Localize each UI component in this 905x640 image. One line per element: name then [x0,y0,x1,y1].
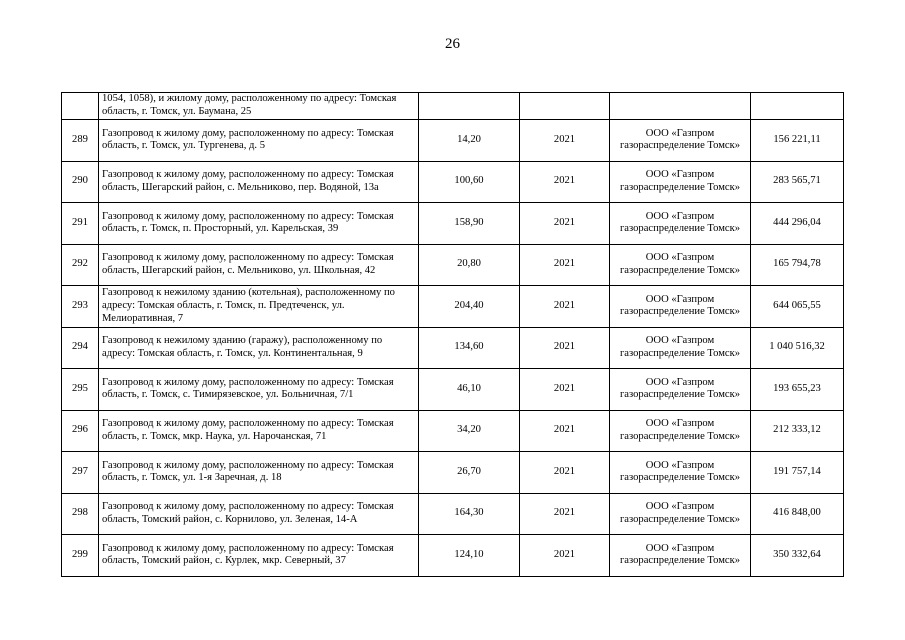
organization-cell: ООО «Газпром газораспределение Томск» [610,161,751,203]
length-cell: 14,20 [419,120,520,162]
description-cell: 1054, 1058), и жилому дому, расположенному по адресу: Томская область, г. Томск, ул. Баумана, 25 [99,93,419,120]
year-cell: 2021 [520,369,610,411]
table-row [62,493,844,535]
row-number-cell: 291 [62,203,99,245]
table-row [62,93,844,120]
description-cell: Газопровод к жилому дому, расположенному по адресу: Томская область, г. Томск, мкр. Наука, ул. Нарочанская, 71 [99,410,419,452]
cost-cell: 1 040 516,32 [751,327,844,369]
length-cell: 134,60 [419,327,520,369]
cost-cell: 193 655,23 [751,369,844,411]
length-cell: 100,60 [419,161,520,203]
description-cell: Газопровод к нежилому зданию (гаражу), расположенному по адресу: Томская область, г. Томск, ул. Континентальная, 9 [99,327,419,369]
table-row [62,452,844,494]
organization-cell: ООО «Газпром газораспределение Томск» [610,286,751,328]
length-cell: 20,80 [419,244,520,286]
cost-cell: 283 565,71 [751,161,844,203]
table-row [62,244,844,286]
length-cell: 26,70 [419,452,520,494]
organization-cell: ООО «Газпром газораспределение Томск» [610,493,751,535]
table-row [62,327,844,369]
length-cell: 164,30 [419,493,520,535]
year-cell: 2021 [520,203,610,245]
description-cell: Газопровод к жилому дому, расположенному по адресу: Томская область, г. Томск, ул. 1-я Заречная, д. 18 [99,452,419,494]
year-cell: 2021 [520,327,610,369]
row-number-cell: 296 [62,410,99,452]
gas-pipeline-table [61,92,844,577]
table-body [62,93,844,577]
row-number-cell: 297 [62,452,99,494]
length-cell: 124,10 [419,535,520,577]
year-cell [520,93,610,120]
description-cell: Газопровод к жилому дому, расположенному по адресу: Томская область, Шегарский район, с. Мельниково, пер. Водяной, 13а [99,161,419,203]
row-number-cell: 289 [62,120,99,162]
cost-cell [751,93,844,120]
row-number-cell: 293 [62,286,99,328]
row-number-cell: 294 [62,327,99,369]
year-cell: 2021 [520,286,610,328]
table-row [62,535,844,577]
row-number-cell [62,93,99,120]
year-cell: 2021 [520,493,610,535]
year-cell: 2021 [520,535,610,577]
length-cell: 204,40 [419,286,520,328]
year-cell: 2021 [520,452,610,494]
table-row [62,369,844,411]
description-cell: Газопровод к жилому дому, расположенному по адресу: Томская область, Шегарский район, с. Мельниково, ул. Школьная, 42 [99,244,419,286]
organization-cell: ООО «Газпром газораспределение Томск» [610,535,751,577]
organization-cell [610,93,751,120]
description-cell: Газопровод к жилому дому, расположенному по адресу: Томская область, г. Томск, п. Просторный, ул. Карельская, 39 [99,203,419,245]
organization-cell: ООО «Газпром газораспределение Томск» [610,410,751,452]
cost-cell: 444 296,04 [751,203,844,245]
year-cell: 2021 [520,120,610,162]
table-row [62,161,844,203]
cost-cell: 416 848,00 [751,493,844,535]
page-number: 26 [445,36,460,52]
cost-cell: 165 794,78 [751,244,844,286]
row-number-cell: 298 [62,493,99,535]
description-cell: Газопровод к жилому дому, расположенному по адресу: Томская область, г. Томск, с. Тимирязевское, ул. Больничная, 7/1 [99,369,419,411]
cost-cell: 212 333,12 [751,410,844,452]
row-number-cell: 292 [62,244,99,286]
row-number-cell: 290 [62,161,99,203]
description-cell: Газопровод к жилому дому, расположенному по адресу: Томская область, Томский район, с. Курлек, мкр. Северный, 37 [99,535,419,577]
year-cell: 2021 [520,244,610,286]
table-row [62,120,844,162]
organization-cell: ООО «Газпром газораспределение Томск» [610,120,751,162]
table-row [62,286,844,328]
organization-cell: ООО «Газпром газораспределение Томск» [610,327,751,369]
row-number-cell: 295 [62,369,99,411]
row-number-cell: 299 [62,535,99,577]
cost-cell: 156 221,11 [751,120,844,162]
length-cell: 46,10 [419,369,520,411]
cost-cell: 191 757,14 [751,452,844,494]
organization-cell: ООО «Газпром газораспределение Томск» [610,244,751,286]
table-row [62,410,844,452]
description-cell: Газопровод к жилому дому, расположенному по адресу: Томская область, г. Томск, ул. Тургенева, д. 5 [99,120,419,162]
description-cell: Газопровод к нежилому зданию (котельная), расположенному по адресу: Томская область, г. Томск, п. Предтеченск, ул. Мелиоративная, 7 [99,286,419,328]
cost-cell: 644 065,55 [751,286,844,328]
organization-cell: ООО «Газпром газораспределение Томск» [610,452,751,494]
organization-cell: ООО «Газпром газораспределение Томск» [610,369,751,411]
length-cell: 34,20 [419,410,520,452]
year-cell: 2021 [520,161,610,203]
description-cell: Газопровод к жилому дому, расположенному по адресу: Томская область, Томский район, с. Корнилово, ул. Зеленая, 14-А [99,493,419,535]
organization-cell: ООО «Газпром газораспределение Томск» [610,203,751,245]
length-cell [419,93,520,120]
cost-cell: 350 332,64 [751,535,844,577]
table-row [62,203,844,245]
length-cell: 158,90 [419,203,520,245]
year-cell: 2021 [520,410,610,452]
